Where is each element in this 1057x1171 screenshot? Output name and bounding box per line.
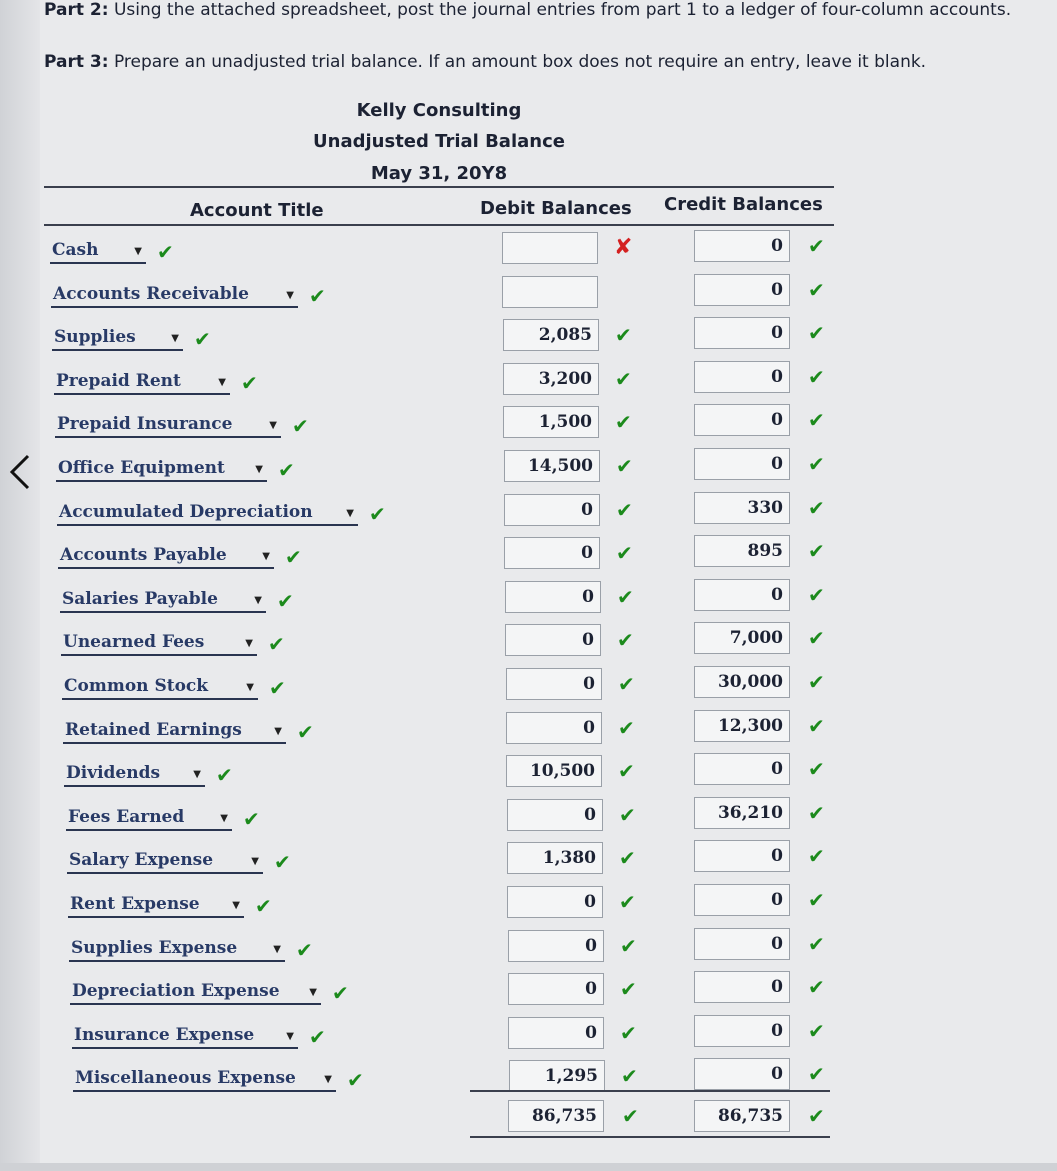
part3-text: Prepare an unadjusted trial balance. If an amount box does not require an entry, leave it blank. (113, 52, 927, 72)
check-icon: ✔ (617, 628, 634, 652)
check-icon: ✔ (619, 803, 636, 827)
account-select-prepaid-insurance[interactable] (55, 414, 281, 438)
check-icon: ✔ (616, 541, 633, 565)
debit-input[interactable]: 1,380 (507, 842, 603, 874)
dropdown-arrow-icon: ▼ (246, 682, 254, 693)
account-select-value: Prepaid Rent (56, 371, 181, 391)
credit-input[interactable]: 0 (694, 971, 790, 1003)
check-icon: ✔ (309, 1025, 326, 1049)
account-select-value: Unearned Fees (63, 632, 205, 652)
account-select-salary-expense[interactable] (67, 850, 263, 874)
dropdown-arrow-icon: ▼ (193, 769, 201, 780)
table-row (0, 626, 1057, 672)
account-select-value: Salary Expense (69, 850, 214, 870)
account-select-value: Depreciation Expense (72, 981, 280, 1001)
statement-date: May 31, 20Y8 (370, 163, 508, 184)
check-icon: ✔ (808, 583, 825, 607)
credit-input[interactable]: 0 (694, 361, 790, 393)
debit-input[interactable]: 0 (507, 799, 603, 831)
debit-input[interactable]: 14,500 (504, 450, 600, 482)
part2-text: Using the attached spreadsheet, post the journal entries from part 1 to a ledger of four-column accounts. (113, 0, 1012, 20)
dropdown-arrow-icon: ▼ (324, 1074, 332, 1085)
debit-input[interactable]: 0 (507, 886, 603, 918)
statement-title: Unadjusted Trial Balance (313, 131, 565, 152)
credit-input[interactable]: 0 (694, 448, 790, 480)
debit-input[interactable] (502, 232, 598, 264)
account-select-salaries-payable[interactable] (60, 589, 266, 613)
check-icon: ✔ (216, 763, 233, 787)
dropdown-arrow-icon: ▼ (245, 638, 253, 649)
debit-input[interactable]: 0 (508, 1017, 604, 1049)
credit-input[interactable]: 330 (694, 492, 790, 524)
check-icon: ✔ (808, 888, 825, 912)
check-icon: ✔ (296, 938, 313, 962)
check-icon: ✔ (268, 632, 285, 656)
table-row (0, 801, 1057, 847)
table-row (0, 844, 1057, 890)
check-icon: ✔ (808, 496, 825, 520)
table-row (0, 539, 1057, 585)
check-icon: ✔ (617, 585, 634, 609)
account-select-value: Fees Earned (68, 807, 185, 827)
check-icon: ✔ (808, 714, 825, 738)
account-select-insurance-expense[interactable] (72, 1025, 298, 1049)
dropdown-arrow-icon: ▼ (218, 377, 226, 388)
header-rule-top (44, 186, 834, 188)
account-select-value: Accumulated Depreciation (59, 502, 313, 522)
credit-input[interactable]: 0 (694, 884, 790, 916)
check-icon: ✔ (808, 844, 825, 868)
table-row (0, 583, 1057, 629)
credit-input[interactable]: 7,000 (694, 622, 790, 654)
check-icon: ✔ (808, 365, 825, 389)
total-rule-top (470, 1090, 830, 1092)
dropdown-arrow-icon: ▼ (286, 1031, 294, 1042)
table-row (0, 278, 1057, 324)
account-select-office-equipment[interactable] (56, 458, 267, 482)
account-select-accounts-payable[interactable] (58, 545, 274, 569)
check-icon: ✔ (274, 850, 291, 874)
credit-input[interactable]: 0 (694, 579, 790, 611)
debit-input[interactable]: 0 (504, 494, 600, 526)
account-select-value: Dividends (66, 763, 161, 783)
credit-input[interactable]: 0 (694, 230, 790, 262)
dropdown-arrow-icon: ▼ (273, 944, 281, 955)
debit-input[interactable]: 0 (505, 581, 601, 613)
check-icon: ✔ (194, 327, 211, 351)
debit-input[interactable]: 10,500 (506, 755, 602, 787)
account-select-value: Supplies Expense (71, 938, 238, 958)
table-row (0, 452, 1057, 498)
check-icon: ✔ (615, 323, 632, 347)
check-icon: ✔ (808, 670, 825, 694)
check-icon: ✔ (808, 1019, 825, 1043)
check-icon: ✔ (618, 759, 635, 783)
dropdown-arrow-icon: ▼ (274, 726, 282, 737)
check-icon: ✔ (808, 801, 825, 825)
total-debit-input[interactable]: 86,735 (508, 1100, 604, 1132)
check-icon: ✔ (620, 977, 637, 1001)
debit-input[interactable]: 0 (506, 668, 602, 700)
table-row (0, 714, 1057, 760)
check-icon: ✔ (347, 1068, 364, 1092)
credit-input[interactable]: 36,210 (694, 797, 790, 829)
account-select-supplies[interactable] (52, 327, 183, 351)
part3-label: Part 3: (44, 52, 109, 72)
table-row (0, 670, 1057, 716)
account-select-cash[interactable] (50, 240, 146, 264)
debit-input[interactable]: 0 (508, 930, 604, 962)
dropdown-arrow-icon: ▼ (269, 420, 277, 431)
check-icon: ✔ (332, 981, 349, 1005)
account-select-supplies-expense[interactable] (69, 938, 285, 962)
check-icon: ✔ (808, 539, 825, 563)
check-icon: ✔ (620, 1021, 637, 1045)
debit-input[interactable]: 1,500 (503, 406, 599, 438)
table-row (0, 932, 1057, 978)
check-icon: ✔ (621, 1064, 638, 1088)
account-select-common-stock[interactable] (62, 676, 258, 700)
account-select-value: Accounts Payable (60, 545, 227, 565)
account-select-value: Salaries Payable (62, 589, 218, 609)
column-header-account: Account Title (190, 200, 324, 221)
check-icon: ✔ (241, 371, 258, 395)
credit-input[interactable]: 0 (694, 274, 790, 306)
table-row (0, 496, 1057, 542)
dropdown-arrow-icon: ▼ (220, 813, 228, 824)
check-icon: ✔ (808, 1104, 825, 1128)
check-icon: ✔ (619, 846, 636, 870)
dropdown-arrow-icon: ▼ (171, 333, 179, 344)
table-row (0, 234, 1057, 280)
check-icon: ✔ (808, 278, 825, 302)
column-header-credit: Credit Balances (664, 194, 823, 215)
debit-input[interactable]: 0 (508, 973, 604, 1005)
part2-instruction (44, 0, 1011, 20)
check-icon: ✔ (618, 672, 635, 696)
check-icon: ✔ (278, 458, 295, 482)
dropdown-arrow-icon: ▼ (134, 246, 142, 257)
check-icon: ✔ (808, 932, 825, 956)
account-select-value: Common Stock (64, 676, 209, 696)
account-select-value: Office Equipment (58, 458, 225, 478)
company-name: Kelly Consulting (356, 100, 522, 121)
account-select-value: Prepaid Insurance (57, 414, 233, 434)
dropdown-arrow-icon: ▼ (232, 900, 240, 911)
column-header-debit: Debit Balances (480, 198, 632, 219)
check-icon: ✔ (309, 284, 326, 308)
table-row (0, 757, 1057, 803)
account-select-depreciation-expense[interactable] (70, 981, 321, 1005)
bottom-edge (0, 1163, 1057, 1171)
total-credit-input[interactable]: 86,735 (694, 1100, 790, 1132)
credit-input[interactable]: 0 (694, 1058, 790, 1090)
dropdown-arrow-icon: ▼ (255, 464, 263, 475)
check-icon: ✔ (620, 934, 637, 958)
check-icon: ✔ (157, 240, 174, 264)
check-icon: ✔ (808, 975, 825, 999)
check-icon: ✔ (808, 234, 825, 258)
check-icon: ✔ (808, 321, 825, 345)
x-icon: ✘ (614, 235, 633, 260)
check-icon: ✔ (808, 452, 825, 476)
check-icon: ✔ (808, 1062, 825, 1086)
credit-input[interactable]: 0 (694, 404, 790, 436)
table-row (0, 321, 1057, 367)
account-select-dividends[interactable] (64, 763, 205, 787)
debit-input[interactable]: 3,200 (503, 363, 599, 395)
account-select-value: Cash (52, 240, 99, 260)
credit-input[interactable]: 0 (694, 928, 790, 960)
account-select-accounts-receivable[interactable] (51, 284, 298, 308)
check-icon: ✔ (277, 589, 294, 613)
table-row (0, 365, 1057, 411)
account-select-value: Supplies (54, 327, 136, 347)
dropdown-arrow-icon: ▼ (262, 551, 270, 562)
check-icon: ✔ (619, 890, 636, 914)
credit-input[interactable]: 0 (694, 317, 790, 349)
credit-input[interactable]: 0 (694, 1015, 790, 1047)
account-select-value: Insurance Expense (74, 1025, 255, 1045)
check-icon: ✔ (622, 1104, 639, 1128)
check-icon: ✔ (369, 502, 386, 526)
credit-input[interactable]: 0 (694, 753, 790, 785)
part3-instruction (44, 52, 926, 72)
totals-row (0, 1100, 1057, 1140)
check-icon: ✔ (243, 807, 260, 831)
check-icon: ✔ (615, 367, 632, 391)
debit-input[interactable]: 0 (505, 624, 601, 656)
check-icon: ✔ (297, 720, 314, 744)
debit-input[interactable]: 0 (506, 712, 602, 744)
part2-label: Part 2: (44, 0, 109, 20)
check-icon: ✔ (269, 676, 286, 700)
debit-input[interactable]: 1,295 (509, 1060, 605, 1092)
account-select-fees-earned[interactable] (66, 807, 232, 831)
check-icon: ✔ (616, 454, 633, 478)
account-select-value: Rent Expense (70, 894, 200, 914)
account-select-rent-expense[interactable] (68, 894, 244, 918)
table-row (0, 975, 1057, 1021)
table-row (0, 888, 1057, 934)
table-row (0, 408, 1057, 454)
dropdown-arrow-icon: ▼ (309, 987, 317, 998)
check-icon: ✔ (292, 414, 309, 438)
check-icon: ✔ (808, 408, 825, 432)
check-icon: ✔ (808, 626, 825, 650)
debit-input[interactable]: 0 (504, 537, 600, 569)
account-select-miscellaneous-expense[interactable] (73, 1068, 336, 1092)
debit-input[interactable] (502, 276, 598, 308)
check-icon: ✔ (808, 757, 825, 781)
credit-input[interactable]: 12,300 (694, 710, 790, 742)
table-row (0, 1019, 1057, 1065)
header-rule-bottom (44, 224, 834, 226)
dropdown-arrow-icon: ▼ (346, 508, 354, 519)
dropdown-arrow-icon: ▼ (251, 856, 259, 867)
total-rule-bottom (470, 1136, 830, 1138)
dropdown-arrow-icon: ▼ (286, 290, 294, 301)
account-select-value: Miscellaneous Expense (75, 1068, 296, 1088)
credit-input[interactable]: 0 (694, 840, 790, 872)
check-icon: ✔ (616, 498, 633, 522)
credit-input[interactable]: 30,000 (694, 666, 790, 698)
account-select-value: Accounts Receivable (53, 284, 249, 304)
credit-input[interactable]: 895 (694, 535, 790, 567)
account-select-accumulated-depreciation[interactable] (57, 502, 358, 526)
debit-input[interactable]: 2,085 (503, 319, 599, 351)
account-select-retained-earnings[interactable] (63, 720, 286, 744)
account-select-value: Retained Earnings (65, 720, 242, 740)
check-icon: ✔ (615, 410, 632, 434)
account-select-unearned-fees[interactable] (61, 632, 257, 656)
check-icon: ✔ (255, 894, 272, 918)
check-icon: ✔ (285, 545, 302, 569)
check-icon: ✔ (618, 716, 635, 740)
account-select-prepaid-rent[interactable] (54, 371, 230, 395)
dropdown-arrow-icon: ▼ (254, 595, 262, 606)
